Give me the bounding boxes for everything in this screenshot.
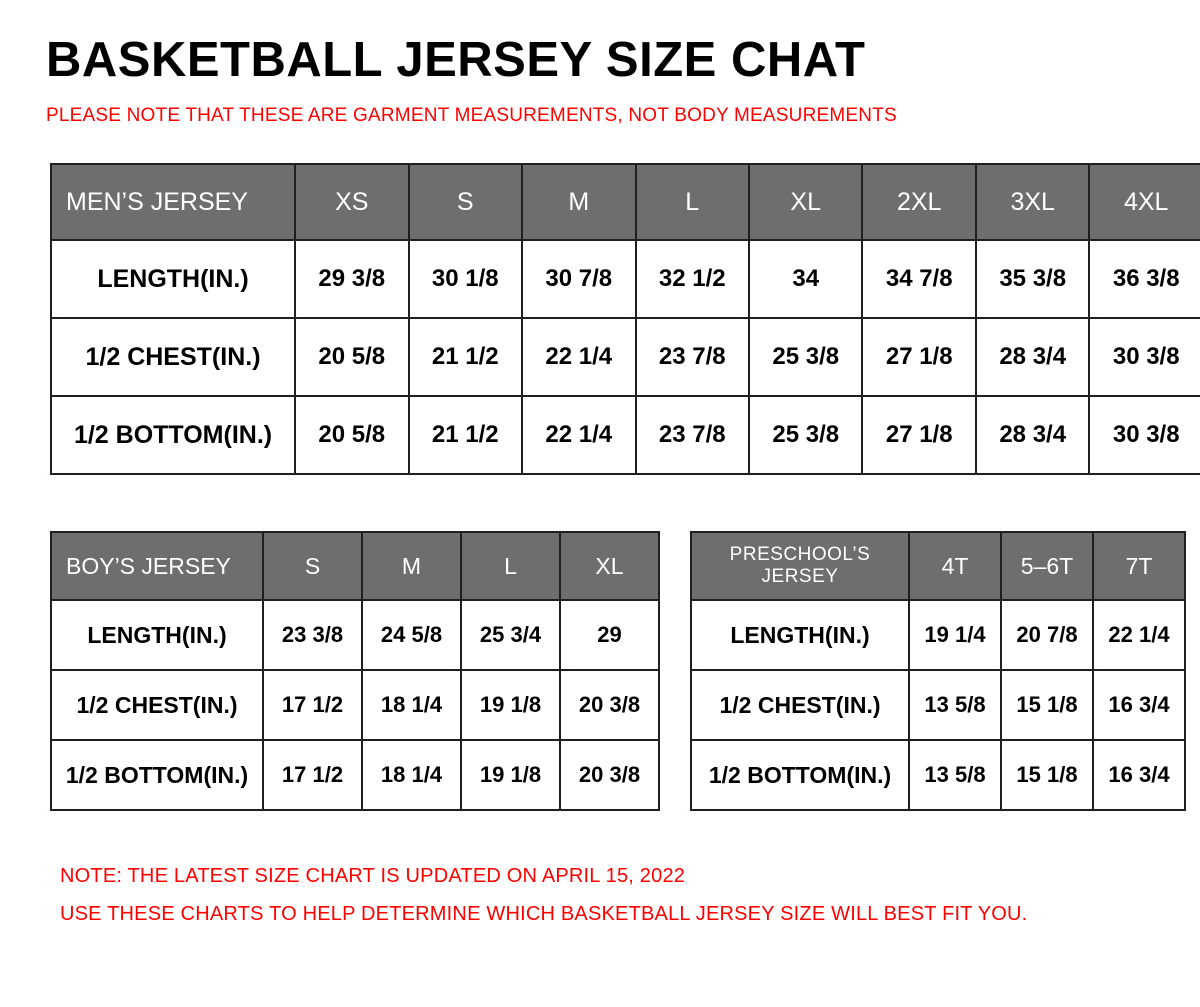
table-row [51,670,659,740]
boys-table-header-row [51,532,659,600]
table-cell: 13 5/8 [909,670,1001,740]
table-cell: 19 1/8 [461,740,560,810]
mens-header-cell: 4XL [1089,164,1200,240]
table-row [51,318,1200,396]
row-label: 1/2 CHEST(IN.) [51,670,263,740]
table-row [51,240,1200,318]
table-cell: 29 [560,600,659,670]
table-cell: 17 1/2 [263,670,362,740]
table-row [691,670,1185,740]
preschool-jersey-size-table [690,531,1186,811]
table-cell: 30 1/8 [409,240,522,318]
usage-note: USE THESE CHARTS TO HELP DETERMINE WHICH BASKETBALL JERSEY SIZE WILL BEST FIT YOU. [60,903,1028,926]
table-cell: 25 3/4 [461,600,560,670]
table-row [51,740,659,810]
table-cell: 30 7/8 [522,240,635,318]
lower-tables-container [50,531,1172,811]
boys-header-cell: S [263,532,362,600]
table-cell: 35 3/8 [976,240,1089,318]
row-label: 1/2 CHEST(IN.) [51,318,295,396]
table-cell: 34 [749,240,862,318]
table-cell: 29 3/8 [295,240,408,318]
table-cell: 21 1/2 [409,318,522,396]
table-cell: 16 3/4 [1093,670,1185,740]
page-title: BASKETBALL JERSEY SIZE CHAT [46,33,866,87]
table-cell: 22 1/4 [1093,600,1185,670]
table-cell: 28 3/4 [976,318,1089,396]
table-cell: 19 1/4 [909,600,1001,670]
table-cell: 13 5/8 [909,740,1001,810]
table-cell: 15 1/8 [1001,740,1093,810]
table-cell: 36 3/8 [1089,240,1200,318]
table-cell: 32 1/2 [636,240,749,318]
update-note: NOTE: THE LATEST SIZE CHART IS UPDATED ON APRIL 15, 2022 [60,865,686,888]
row-label: LENGTH(IN.) [691,600,909,670]
row-label: 1/2 BOTTOM(IN.) [51,396,295,474]
table-cell: 19 1/8 [461,670,560,740]
mens-header-cell: L [636,164,749,240]
table-cell: 25 3/8 [749,396,862,474]
table-cell: 18 1/4 [362,740,461,810]
table-cell: 30 3/8 [1089,318,1200,396]
boys-header-title: BOY’S JERSEY [51,532,263,600]
mens-table-header-row [51,164,1200,240]
mens-header-title: MEN’S JERSEY [51,164,295,240]
table-row [691,600,1185,670]
boys-jersey-size-table [50,531,660,811]
mens-header-cell: XS [295,164,408,240]
table-row [51,396,1200,474]
table-cell: 20 3/8 [560,740,659,810]
table-cell: 27 1/8 [862,318,975,396]
mens-header-cell: M [522,164,635,240]
table-cell: 22 1/4 [522,396,635,474]
boys-header-cell: M [362,532,461,600]
table-cell: 24 5/8 [362,600,461,670]
row-label: 1/2 CHEST(IN.) [691,670,909,740]
bottom-notes [60,857,1172,933]
mens-jersey-size-table [50,163,1200,475]
row-label: 1/2 BOTTOM(IN.) [51,740,263,810]
preschool-header-title: PRESCHOOL’S JERSEY [691,532,909,600]
table-row [691,740,1185,810]
mens-header-cell: 3XL [976,164,1089,240]
table-cell: 28 3/4 [976,396,1089,474]
table-cell: 20 3/8 [560,670,659,740]
table-cell: 34 7/8 [862,240,975,318]
preschool-header-cell: 4T [909,532,1001,600]
table-cell: 18 1/4 [362,670,461,740]
table-cell: 17 1/2 [263,740,362,810]
preschool-header-cell: 5–6T [1001,532,1093,600]
table-cell: 23 7/8 [636,318,749,396]
table-cell: 20 5/8 [295,318,408,396]
table-row [51,600,659,670]
preschool-header-cell: 7T [1093,532,1185,600]
garment-measurement-note: PLEASE NOTE THAT THESE ARE GARMENT MEASUREMENTS, NOT BODY MEASUREMENTS [46,104,897,126]
table-cell: 23 7/8 [636,396,749,474]
mens-header-cell: 2XL [862,164,975,240]
boys-header-cell: XL [560,532,659,600]
table-cell: 23 3/8 [263,600,362,670]
row-label: LENGTH(IN.) [51,600,263,670]
row-label: 1/2 BOTTOM(IN.) [691,740,909,810]
row-label: LENGTH(IN.) [51,240,295,318]
table-cell: 30 3/8 [1089,396,1200,474]
table-cell: 21 1/2 [409,396,522,474]
mens-header-cell: XL [749,164,862,240]
table-cell: 20 5/8 [295,396,408,474]
preschool-table-header-row [691,532,1185,600]
mens-header-cell: S [409,164,522,240]
table-cell: 27 1/8 [862,396,975,474]
table-cell: 16 3/4 [1093,740,1185,810]
table-cell: 20 7/8 [1001,600,1093,670]
table-cell: 15 1/8 [1001,670,1093,740]
boys-header-cell: L [461,532,560,600]
table-cell: 25 3/8 [749,318,862,396]
table-cell: 22 1/4 [522,318,635,396]
